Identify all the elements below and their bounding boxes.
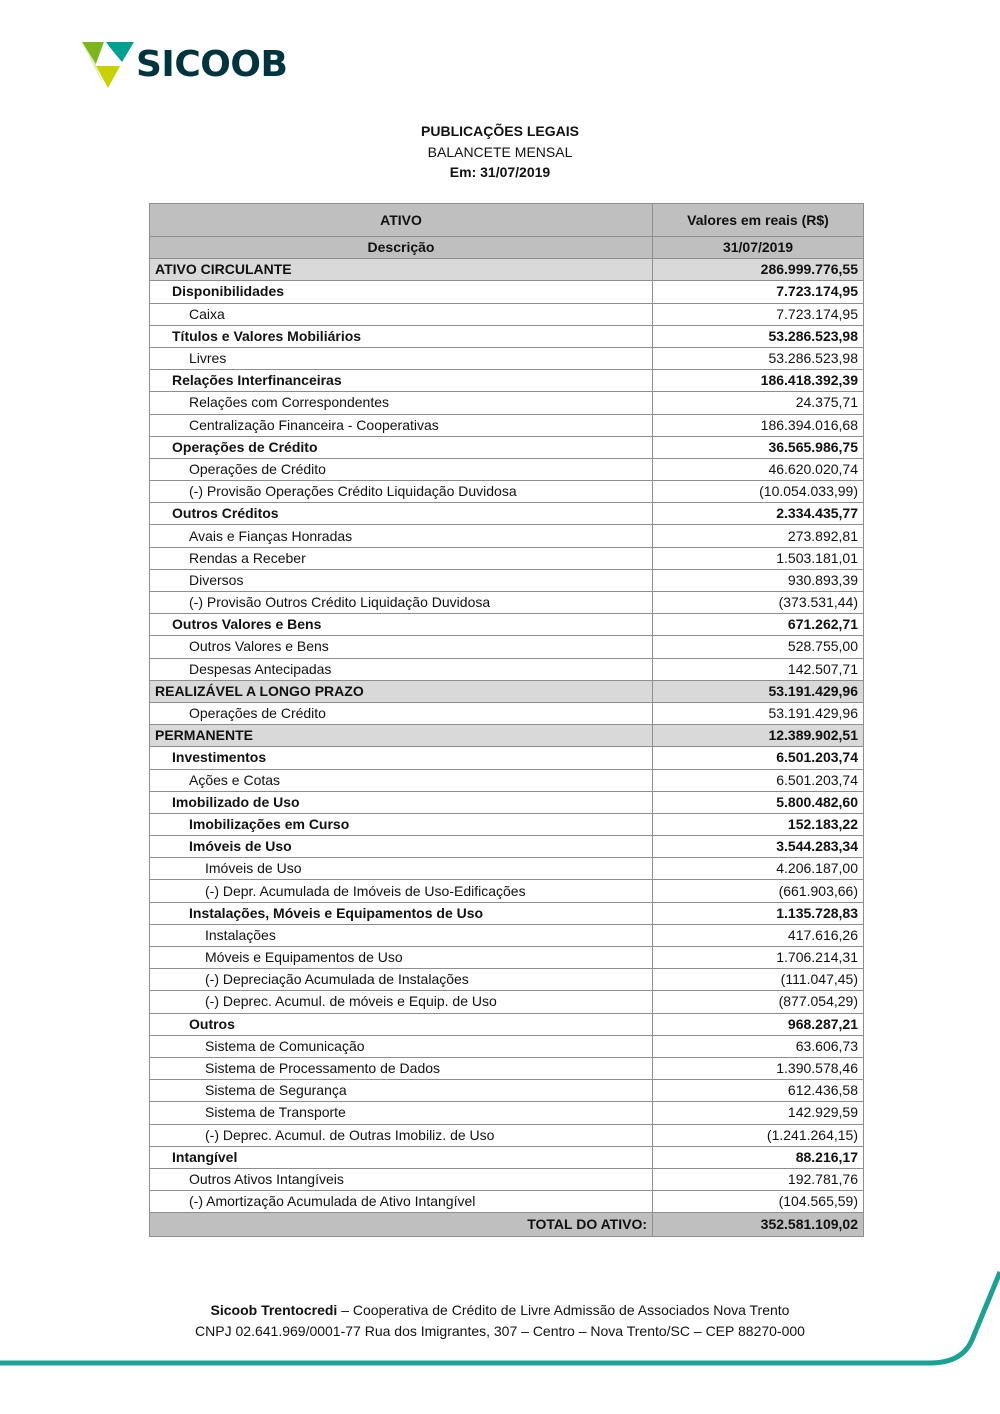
table-row [150, 347, 864, 369]
row-label: Avais e Fianças Honradas [150, 525, 653, 547]
document-heading [0, 121, 1000, 183]
table-row [150, 1057, 864, 1079]
table-row [150, 458, 864, 480]
row-value: 6.501.203,74 [653, 769, 864, 791]
table-row [150, 436, 864, 458]
row-label: Caixa [150, 303, 653, 325]
total-row [150, 1213, 864, 1237]
table-row [150, 636, 864, 658]
table-row [150, 370, 864, 392]
row-value: 88.216,17 [653, 1146, 864, 1168]
row-value: 1.135.728,83 [653, 902, 864, 924]
row-value: 36.565.986,75 [653, 436, 864, 458]
row-value: 186.418.392,39 [653, 370, 864, 392]
row-label: Disponibilidades [150, 281, 653, 303]
table-subheader-row [150, 237, 864, 259]
column-header-descricao: Descrição [150, 237, 653, 259]
row-label: Sistema de Transporte [150, 1102, 653, 1124]
heading-date: Em: 31/07/2019 [449, 164, 551, 180]
table-row [150, 836, 864, 858]
table-row [150, 325, 864, 347]
table-row [150, 991, 864, 1013]
row-label: Investimentos [150, 747, 653, 769]
row-value: (111.047,45) [653, 969, 864, 991]
row-value: 528.755,00 [653, 636, 864, 658]
row-value: 63.606,73 [653, 1035, 864, 1057]
table-row [150, 503, 864, 525]
sicoob-wordmark: SICOOB [136, 44, 288, 85]
table-row [150, 902, 864, 924]
row-value: 53.286.523,98 [653, 325, 864, 347]
row-value: 7.723.174,95 [653, 281, 864, 303]
table-row [150, 680, 864, 702]
row-value: 1.706.214,31 [653, 947, 864, 969]
row-value: 142.507,71 [653, 658, 864, 680]
row-label: Operações de Crédito [150, 436, 653, 458]
table-row [150, 281, 864, 303]
footer-org-name: Sicoob Trentocredi [210, 1302, 338, 1318]
row-label: Centralização Financeira - Cooperativas [150, 414, 653, 436]
row-label: Outros Valores e Bens [150, 636, 653, 658]
sicoob-triangle-icon [82, 42, 134, 88]
row-label: Instalações [150, 924, 653, 946]
footer-org-line [0, 1300, 1000, 1321]
heading-title: PUBLICAÇÕES LEGAIS [421, 123, 579, 139]
table-row [150, 614, 864, 636]
row-label: Outros Créditos [150, 503, 653, 525]
row-value: 417.616,26 [653, 924, 864, 946]
row-value: 53.191.429,96 [653, 702, 864, 724]
table-row [150, 303, 864, 325]
footer-org-desc: – Cooperativa de Crédito de Livre Admissão de Associados Nova Trento [337, 1302, 790, 1318]
table-row [150, 1146, 864, 1168]
row-value: (10.054.033,99) [653, 481, 864, 503]
row-value: (1.241.264,15) [653, 1124, 864, 1146]
heading-subtitle: BALANCETE MENSAL [427, 143, 573, 160]
table-row [150, 569, 864, 591]
row-label: (-) Depr. Acumulada de Imóveis de Uso-Edificações [150, 880, 653, 902]
row-value: 142.929,59 [653, 1102, 864, 1124]
row-label: Móveis e Equipamentos de Uso [150, 947, 653, 969]
row-value: 12.389.902,51 [653, 725, 864, 747]
total-value: 352.581.109,02 [653, 1213, 864, 1237]
table-row [150, 813, 864, 835]
row-label: Imobilizações em Curso [150, 813, 653, 835]
row-label: Diversos [150, 569, 653, 591]
table-row [150, 1124, 864, 1146]
table-row [150, 880, 864, 902]
row-label: (-) Deprec. Acumul. de Outras Imobiliz. de Uso [150, 1124, 653, 1146]
row-label: Sistema de Comunicação [150, 1035, 653, 1057]
row-label: ATIVO CIRCULANTE [150, 259, 653, 281]
row-value: (661.903,66) [653, 880, 864, 902]
row-label: Relações Interfinanceiras [150, 370, 653, 392]
row-value: 1.503.181,01 [653, 547, 864, 569]
sicoob-logo [82, 42, 287, 88]
row-label: Imobilizado de Uso [150, 791, 653, 813]
row-value: 6.501.203,74 [653, 747, 864, 769]
table-row [150, 747, 864, 769]
row-value: 612.436,58 [653, 1080, 864, 1102]
row-label: Operações de Crédito [150, 458, 653, 480]
row-label: Livres [150, 347, 653, 369]
row-label: REALIZÁVEL A LONGO PRAZO [150, 680, 653, 702]
table-row [150, 481, 864, 503]
row-label: Outros Valores e Bens [150, 614, 653, 636]
row-label: (-) Amortização Acumulada de Ativo Intangível [150, 1191, 653, 1213]
table-row [150, 969, 864, 991]
row-label: Relações com Correspondentes [150, 392, 653, 414]
row-value: 152.183,22 [653, 813, 864, 835]
row-value: 24.375,71 [653, 392, 864, 414]
row-label: Títulos e Valores Mobiliários [150, 325, 653, 347]
row-label: Instalações, Móveis e Equipamentos de Uso [150, 902, 653, 924]
row-label: Rendas a Receber [150, 547, 653, 569]
row-value: 273.892,81 [653, 525, 864, 547]
row-label: Intangível [150, 1146, 653, 1168]
row-value: 4.206.187,00 [653, 858, 864, 880]
row-label: (-) Provisão Operações Crédito Liquidação Duvidosa [150, 481, 653, 503]
row-label: Imóveis de Uso [150, 836, 653, 858]
footer-address: CNPJ 02.641.969/0001-77 Rua dos Imigrantes, 307 – Centro – Nova Trento/SC – CEP 88270-000 [195, 1323, 805, 1339]
table-row [150, 769, 864, 791]
row-value: 5.800.482,60 [653, 791, 864, 813]
row-label: (-) Depreciação Acumulada de Instalações [150, 969, 653, 991]
table-row [150, 1080, 864, 1102]
table-row [150, 858, 864, 880]
row-value: 3.544.283,34 [653, 836, 864, 858]
row-label: Sistema de Segurança [150, 1080, 653, 1102]
table-row [150, 1191, 864, 1213]
table-row [150, 392, 864, 414]
row-value: 286.999.776,55 [653, 259, 864, 281]
row-value: (104.565,59) [653, 1191, 864, 1213]
table-row [150, 1102, 864, 1124]
table-row [150, 658, 864, 680]
row-label: Ações e Cotas [150, 769, 653, 791]
balance-sheet-table [149, 203, 864, 1237]
table-row [150, 547, 864, 569]
row-value: (373.531,44) [653, 592, 864, 614]
row-label: Outros [150, 1013, 653, 1035]
table-row [150, 1013, 864, 1035]
row-value: 2.334.435,77 [653, 503, 864, 525]
row-value: 46.620.020,74 [653, 458, 864, 480]
table-row [150, 525, 864, 547]
column-header-ativo: ATIVO [150, 204, 653, 237]
table-row [150, 1168, 864, 1190]
table-row [150, 702, 864, 724]
row-value: (877.054,29) [653, 991, 864, 1013]
row-value: 53.191.429,96 [653, 680, 864, 702]
row-label: Imóveis de Uso [150, 858, 653, 880]
row-value: 53.286.523,98 [653, 347, 864, 369]
table-row [150, 725, 864, 747]
table-row [150, 947, 864, 969]
row-value: 192.781,76 [653, 1168, 864, 1190]
row-label: Sistema de Processamento de Dados [150, 1057, 653, 1079]
row-value: 671.262,71 [653, 614, 864, 636]
table-row [150, 259, 864, 281]
row-label: Operações de Crédito [150, 702, 653, 724]
footer [0, 1300, 1000, 1342]
row-value: 186.394.016,68 [653, 414, 864, 436]
row-label: (-) Deprec. Acumul. de móveis e Equip. de Uso [150, 991, 653, 1013]
row-value: 7.723.174,95 [653, 303, 864, 325]
table-row [150, 791, 864, 813]
table-row [150, 924, 864, 946]
table-row [150, 1035, 864, 1057]
row-value: 968.287,21 [653, 1013, 864, 1035]
row-value: 930.893,39 [653, 569, 864, 591]
row-label: PERMANENTE [150, 725, 653, 747]
table-header-row [150, 204, 864, 237]
row-label: Despesas Antecipadas [150, 658, 653, 680]
row-label: Outros Ativos Intangíveis [150, 1168, 653, 1190]
column-header-valores: Valores em reais (R$) [653, 204, 864, 237]
table-row [150, 414, 864, 436]
total-label: TOTAL DO ATIVO: [150, 1213, 653, 1237]
table-row [150, 592, 864, 614]
row-label: (-) Provisão Outros Crédito Liquidação Duvidosa [150, 592, 653, 614]
column-header-date: 31/07/2019 [653, 237, 864, 259]
row-value: 1.390.578,46 [653, 1057, 864, 1079]
